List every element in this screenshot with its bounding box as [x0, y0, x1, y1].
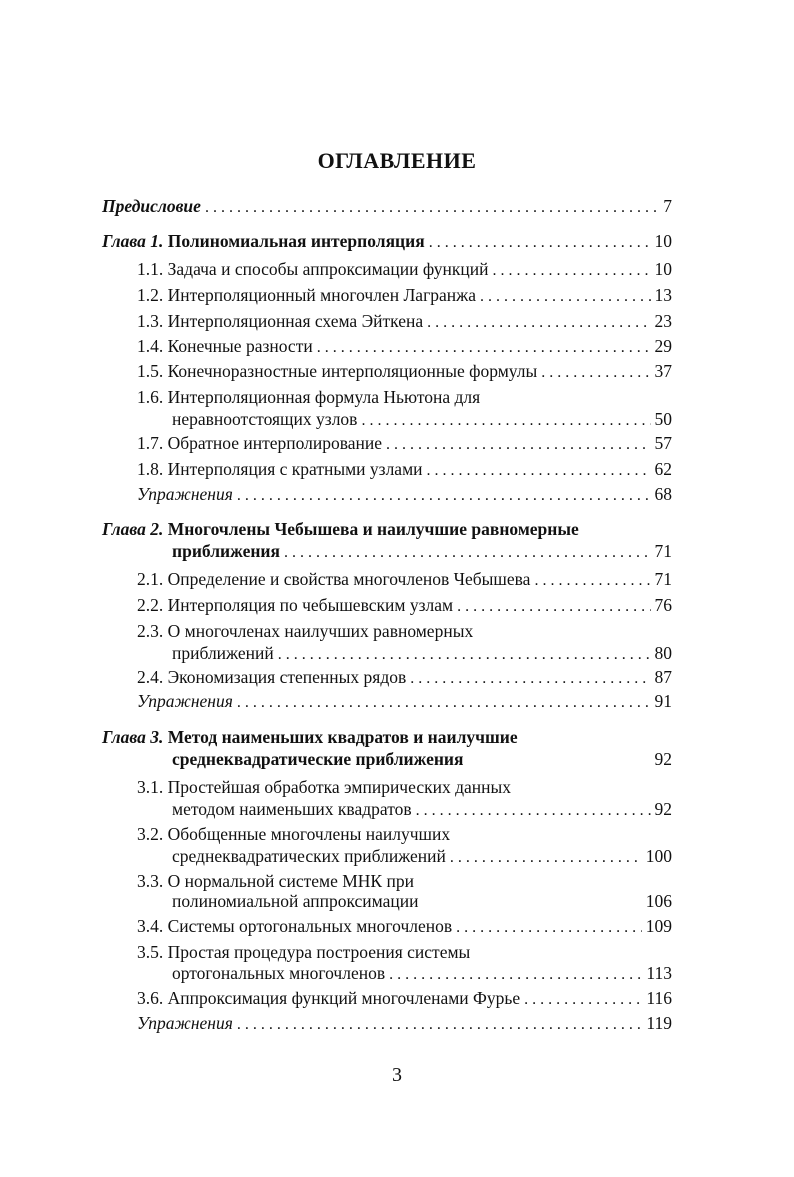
toc-entry-1-4 — [137, 335, 672, 359]
section-page: 92 — [654, 799, 672, 819]
toc-entry-3-4 — [137, 915, 672, 939]
toc-entry-1-2 — [137, 284, 672, 308]
section-title: Интерполяционная схема Эйткена — [167, 311, 424, 331]
section-title: Обратное интерполирование — [167, 433, 383, 453]
section-title-line2: полиномиальной аппроксимации — [172, 891, 419, 911]
toc-entry-2-3 — [172, 642, 672, 666]
section-title-line1: Обобщенные многочлены наилучших — [167, 824, 451, 844]
chapter-3-title-line1: Метод наименьших квадратов и наилучшие — [167, 727, 518, 747]
section-page: 29 — [654, 336, 672, 356]
preface-label: Предисловие — [102, 196, 201, 216]
section-title-line2: неравноотстоящих узлов — [172, 409, 358, 429]
toc-entry-chapter-3-line1 — [102, 726, 518, 748]
toc-entry-1-7 — [137, 432, 672, 456]
exercises-label: Упражнения — [137, 1013, 233, 1033]
section-page: 71 — [654, 569, 672, 589]
section-number: 2.2. — [137, 595, 164, 615]
toc-entry-2-2 — [137, 594, 672, 618]
leader-dots — [456, 917, 642, 939]
chapter-2-prefix: Глава 2. — [102, 519, 164, 539]
chapter-1-prefix: Глава 1. — [102, 231, 164, 251]
leader-dots — [237, 1014, 643, 1036]
toc-entry-3-2-line1 — [137, 823, 450, 845]
exercises-label: Упражнения — [137, 484, 233, 504]
section-title: Конечные разности — [167, 336, 313, 356]
section-page: 87 — [654, 667, 672, 687]
section-number: 3.4. — [137, 916, 164, 936]
section-number: 1.1. — [137, 259, 164, 279]
leader-dots — [284, 542, 651, 564]
section-title-line2: среднеквадратических приближений — [172, 846, 446, 866]
leader-dots — [361, 410, 650, 432]
toc-entry-3-6 — [137, 987, 672, 1011]
section-number: 3.6. — [137, 988, 164, 1008]
toc-entry-1-6-line1 — [137, 386, 480, 408]
section-title: Экономизация степенных рядов — [167, 667, 407, 687]
toc-entry-chapter-3-exercises — [137, 1012, 672, 1036]
section-title-line1: О нормальной системе МНК при — [167, 871, 414, 891]
toc-entry-1-6 — [172, 408, 672, 432]
section-page: 80 — [654, 643, 672, 663]
section-title-line2: методом наименьших квадратов — [172, 799, 412, 819]
toc-entry-chapter-1-exercises — [137, 483, 672, 507]
leader-dots — [450, 847, 642, 869]
preface-page: 7 — [663, 196, 672, 216]
section-title: Определение и свойства многочленов Чебышева — [167, 569, 531, 589]
section-number: 1.8. — [137, 459, 164, 479]
toc-entry-2-4 — [137, 666, 672, 690]
section-number: 1.5. — [137, 361, 164, 381]
leader-dots — [386, 434, 650, 456]
toc-entry-1-3 — [137, 310, 672, 334]
section-number: 2.1. — [137, 569, 164, 589]
exercises-label: Упражнения — [137, 691, 233, 711]
leader-dots — [205, 197, 659, 219]
chapter-3-page: 92 — [654, 749, 672, 769]
toc-entry-chapter-2-exercises — [137, 690, 672, 714]
toc-entry-chapter-1 — [102, 230, 672, 254]
toc-entry-preface — [102, 195, 672, 219]
leader-dots — [492, 260, 650, 282]
section-page: 37 — [654, 361, 672, 381]
section-number: 3.5. — [137, 942, 164, 962]
chapter-3-prefix: Глава 3. — [102, 727, 164, 747]
leader-dots — [410, 668, 650, 690]
toc-entry-1-5 — [137, 360, 672, 384]
section-title: Интерполяция по чебышевским узлам — [167, 595, 454, 615]
leader-dots — [524, 989, 642, 1011]
section-title: Интерполяция с кратными узлами — [167, 459, 423, 479]
chapter-3-title-line2: среднеквадратические приближения — [172, 749, 464, 769]
section-number: 2.4. — [137, 667, 164, 687]
section-title: Задача и способы аппроксимации функций — [167, 259, 489, 279]
section-number: 3.1. — [137, 777, 164, 797]
exercises-page: 91 — [654, 691, 672, 711]
section-page: 109 — [645, 916, 672, 936]
toc-entry-3-5 — [172, 962, 672, 986]
section-title: Конечноразностные интерполяционные формулы — [167, 361, 538, 381]
toc-entry-3-1-line1 — [137, 776, 511, 798]
exercises-page: 68 — [654, 484, 672, 504]
section-page: 113 — [646, 963, 672, 983]
leader-dots — [534, 570, 650, 592]
section-page: 76 — [654, 595, 672, 615]
toc-entry-2-3-line1 — [137, 620, 473, 642]
leader-dots — [237, 485, 651, 507]
section-page: 23 — [654, 311, 672, 331]
section-title-line1: Простейшая обработка эмпирических данных — [167, 777, 511, 797]
section-number: 1.7. — [137, 433, 164, 453]
toc-entry-3-5-line1 — [137, 941, 470, 963]
section-title-line2: ортогональных многочленов — [172, 963, 386, 983]
section-page: 10 — [654, 259, 672, 279]
section-page: 116 — [646, 988, 672, 1008]
section-number: 2.3. — [137, 621, 164, 641]
toc-entry-chapter-2-line1 — [102, 518, 579, 540]
section-page: 62 — [654, 459, 672, 479]
leader-dots — [389, 964, 642, 986]
leader-dots — [427, 460, 651, 482]
toc-entry-3-3 — [172, 890, 672, 914]
leader-dots — [457, 596, 650, 618]
toc-title: ОГЛАВЛЕНИЕ — [317, 148, 477, 173]
leader-dots — [237, 692, 651, 714]
toc-entry-1-1 — [137, 258, 672, 282]
chapter-1-page: 10 — [654, 231, 672, 251]
section-number: 1.2. — [137, 285, 164, 305]
toc-entry-3-3-line1 — [137, 870, 414, 892]
toc-entry-3-1 — [172, 798, 672, 822]
section-title-line1: Интерполяционная формула Ньютона для — [167, 387, 481, 407]
section-title-line2: приближений — [172, 643, 274, 663]
section-title-line1: Простая процедура построения системы — [167, 942, 471, 962]
section-title: Аппроксимация функций многочленами Фурье — [167, 988, 521, 1008]
leader-dots — [541, 362, 650, 384]
toc-entry-1-8 — [137, 458, 672, 482]
chapter-2-title-line1: Многочлены Чебышева и наилучшие равномерные — [167, 519, 579, 539]
section-number: 1.6. — [137, 387, 164, 407]
toc-entry-2-1 — [137, 568, 672, 592]
section-page: 100 — [645, 846, 672, 866]
chapter-2-page: 71 — [654, 541, 672, 561]
chapter-2-title-line2: приближения — [172, 541, 280, 561]
leader-dots — [278, 644, 651, 666]
section-number: 1.4. — [137, 336, 164, 356]
leader-dots — [429, 232, 651, 254]
section-number: 3.2. — [137, 824, 164, 844]
section-page: 57 — [654, 433, 672, 453]
section-page: 50 — [654, 409, 672, 429]
page-number: 3 — [392, 1064, 402, 1086]
leader-dots — [317, 337, 651, 359]
section-title: Интерполяционный многочлен Лагранжа — [167, 285, 476, 305]
section-title-line1: О многочленах наилучших равномерных — [167, 621, 474, 641]
section-page: 13 — [654, 285, 672, 305]
leader-dots — [427, 312, 650, 334]
chapter-1-title: Полиномиальная интерполяция — [167, 231, 425, 251]
exercises-page: 119 — [646, 1013, 672, 1033]
section-number: 1.3. — [137, 311, 164, 331]
leader-dots — [480, 286, 651, 308]
toc-entry-chapter-3 — [172, 748, 672, 772]
section-number: 3.3. — [137, 871, 164, 891]
leader-dots — [416, 800, 651, 822]
section-title: Системы ортогональных многочленов — [167, 916, 453, 936]
toc-entry-chapter-2 — [172, 540, 672, 564]
toc-entry-3-2 — [172, 845, 672, 869]
section-page: 106 — [645, 891, 672, 911]
